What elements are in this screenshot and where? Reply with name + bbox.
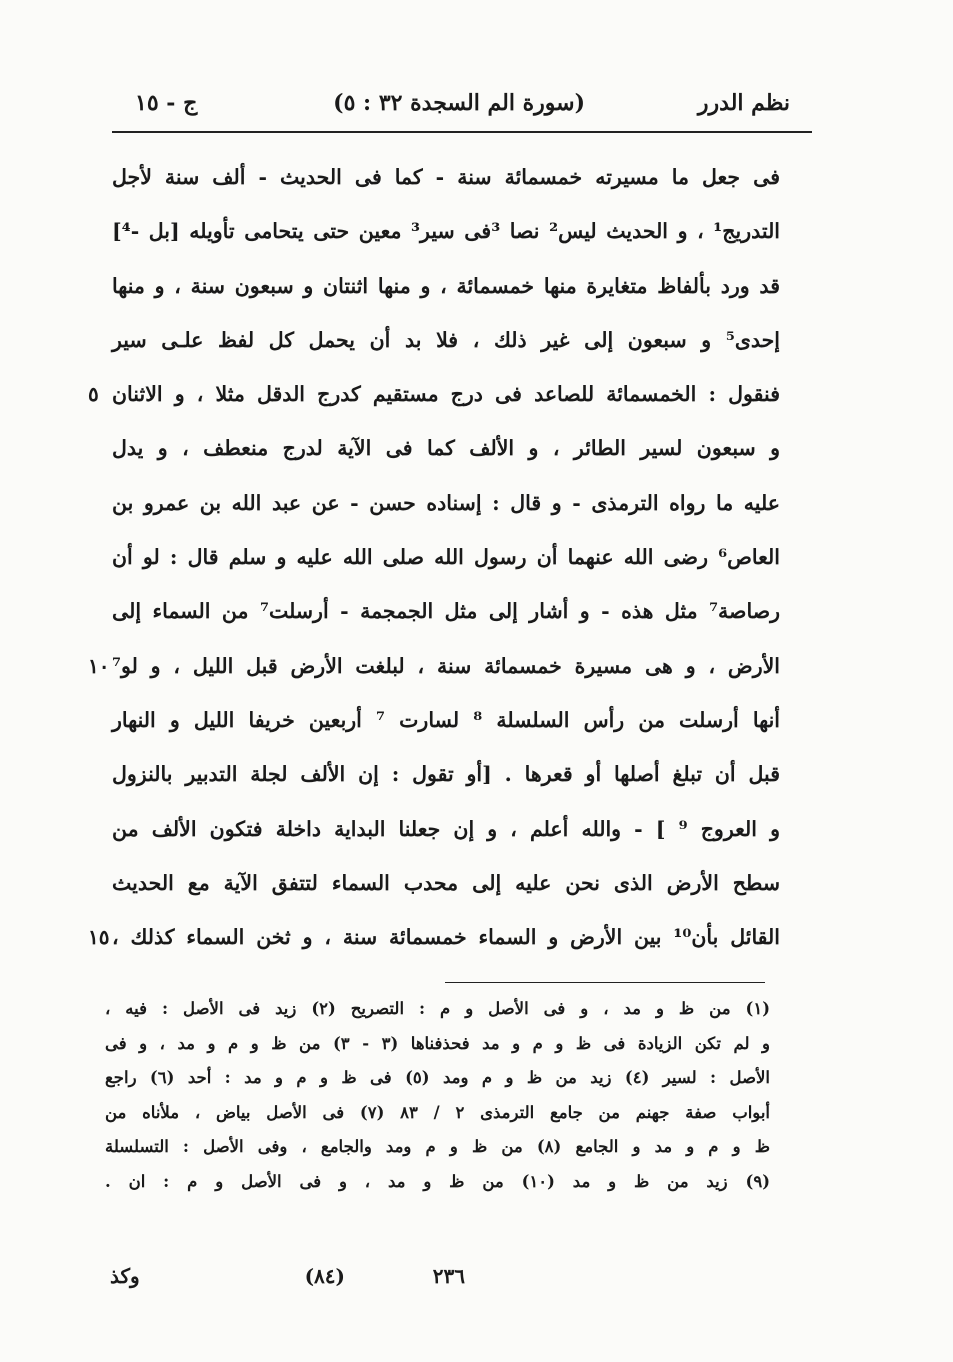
line-text: رصاصة⁷ مثل هذه - و أشار إلى مثل الجمجمة - أرسلت⁷ من السماء إلى [112,599,780,624]
main-text [90,150,790,964]
text-line [90,747,790,801]
line-text: العاص⁶ رضى الله عنهما أن رسول الله صلى الله عليه و سلم قال : لو أن [112,545,780,570]
text-line [90,856,790,910]
text-line [90,421,790,475]
text-line [90,693,790,747]
text-line [90,367,790,421]
footnote-line: أبواب صفة جهنم من جامع الترمذى ٢ / ٨٣ (٧) فى الأصل بياض ، ملأناه من [105,1102,771,1122]
book-title: نظم الدرر [697,90,790,116]
footnote-line: الأصل : لسير (٤) زيد من ظ و م ومد (٥) فى ظ و م و مد : أحد (٦) راجع [105,1068,770,1087]
text-line [90,530,790,584]
line-text: الأرض ، و هى مسيرة خمسمائة سنة ، لبلغت الأرض قبل الليل ، و لو⁷ [112,653,780,678]
header-rule [112,131,812,133]
text-line [90,476,790,530]
text-line [90,313,790,367]
text-line [90,910,790,964]
text-line [90,639,790,693]
line-text: عليه ما رواه الترمذى - و قال : إسناده حسن - عن عبد الله بن عمرو بن [112,490,780,515]
page-footer [110,1260,510,1300]
footnote-line: (٩) زيد من ظ و مد (١٠) من ظ و مد ، و فى الأصل و م : ان . [105,1171,770,1191]
footnotes [105,992,770,1199]
line-text: قبل أن تبلغ أصلها أو قعرها . [أو تقول : إن الألف لجلة التدبير بالنزول [112,762,780,787]
footnote-line: و لم تكن الزيادة فى ظ و م و مد فحذفناها (٣ - ٣) من ظ و م و مد ، و فى [105,1033,770,1053]
line-text: فنقول : الخمسمائة للصاعد فى درج مستقيم كدرج الدقل مثلا ، و الاثنان [112,382,780,407]
catchword: وكذ [110,1264,140,1288]
line-number: ٥ [88,382,99,407]
line-text: و سبعون لسير الطائر ، و الألف كما فى الآية لدرج منعطف ، و يدل [112,436,780,461]
text-line [90,802,790,856]
part-number: ج - ١٥ [135,90,198,116]
line-text: القائل بأن¹⁰ بين الأرض و السماء خمسمائة سنة ، و ثخن السماء كذلك ، [112,925,780,950]
running-header [110,86,790,126]
line-text: فى جعل ما مسيرته خمسمائة سنة - كما فى الحديث - ألف سنة لأجل [112,165,780,189]
line-text: قد ورد بألفاظ متغايرة منها خمسمائة ، و منها اثنتان و سبعون سنة ، و منها [112,273,780,298]
original-page-number: (٨٤) [304,1264,345,1288]
text-line [90,259,790,313]
footnote-line: (١) من ظ و مد ، و فى الأصل و م : التصريح (٢) زيد فى الأصل : فيه ، [105,999,770,1018]
line-text: أنها أرسلت من رأس السلسلة ⁸ لسارت ⁷ أربعين خريفا الليل و النهار [112,707,780,732]
footnote-rule [445,982,765,983]
text-line [90,150,790,204]
line-text: سطح الأرض الذى نحن عليه إلى محدب السماء لتتفق الآية مع الحديث [112,870,780,895]
footnote-line: ظ و م و مد و الجامع (٨) من ظ و م ومد والجامع ، وفى الأصل : التسلسلة [105,1137,770,1156]
text-line [90,204,790,258]
page-number: ٢٣٦ [432,1264,465,1288]
line-text: و العروج ⁹ ] - والله أعلم ، و إن جعلنا البداية داخلة فتكون الألف من [112,816,780,841]
text-line [90,584,790,638]
surah-reference: (سورة الم السجدة ٣٢ : ٥) [333,90,585,116]
line-number: ١٥ [88,925,110,950]
line-text: التدريج¹ ، و الحديث ليس² نصا ³فى سير³ معين حتى يتحامى تأويله [بل -⁴] [112,219,781,244]
line-text: إحدى⁵ و سبعون إلى غير ذلك ، فلا بد أن يحمل كل لفظ علـى سير [112,327,780,352]
line-number: ١٠ [88,653,110,678]
